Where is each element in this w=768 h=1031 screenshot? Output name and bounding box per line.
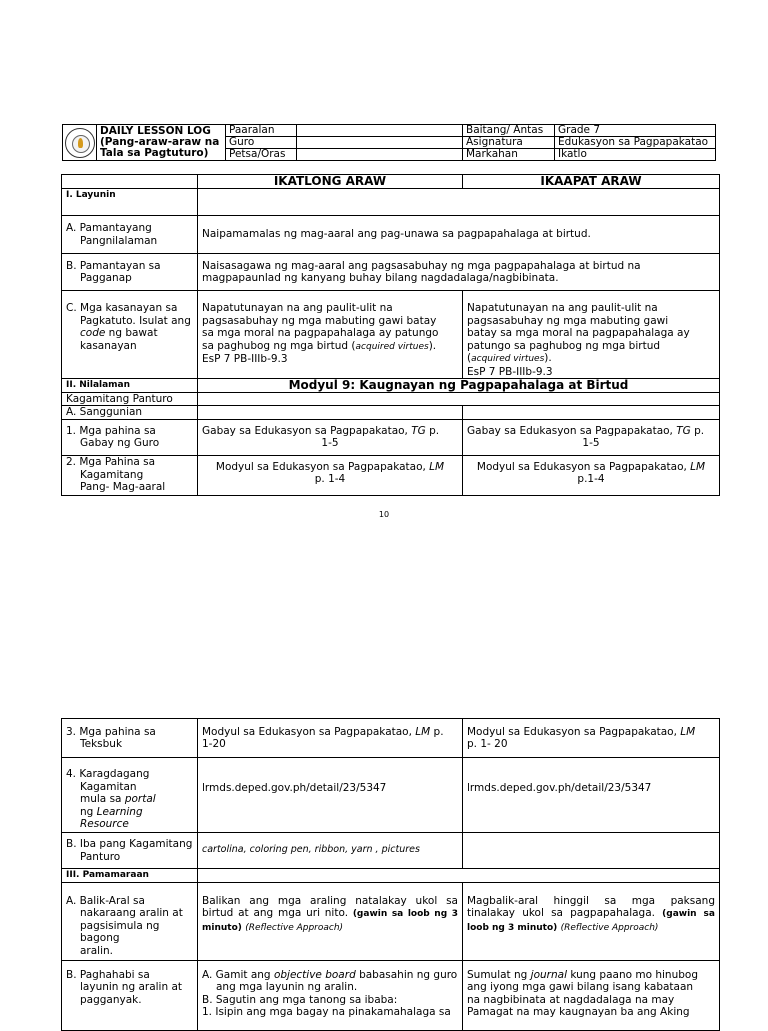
kag-col1-line-1 <box>202 461 458 474</box>
paghahabi-col2-line-2: ang iyong mga gawi bilang isang kabataan <box>467 981 694 993</box>
pagganap-label-1: B. Pamantayan sa <box>66 259 161 272</box>
layunin-empty <box>198 189 720 216</box>
karagdagang-col2: lrmds.deped.gov.ph/detail/23/5347 <box>463 758 720 833</box>
baitang-label: Baitang/ Antas <box>463 125 555 137</box>
teksbuk-label-1: 3. Mga pahina sa <box>66 725 156 738</box>
kasanayan-col2-code: EsP 7 PB-IIIb-9.3 <box>467 365 553 378</box>
guro-value <box>297 137 463 149</box>
dll-title-line-1: DAILY LESSON LOG <box>100 125 211 137</box>
petsa-value <box>297 149 463 161</box>
kasanayan-col1-line-4 <box>202 340 458 354</box>
page-number: 10 <box>378 510 390 519</box>
balik-col2-time: (gawin sa loob ng 3 minuto) <box>467 909 715 933</box>
col-header-ikaapat: IKAAPAT ARAW <box>463 175 720 189</box>
kasanayan-col1-line-4c: ). <box>428 339 437 352</box>
kag-label-1: 2. Mga Pahina sa <box>66 456 156 469</box>
teksbuk-col2-a: Modyul sa Edukasyon sa Pagpapakatao, <box>467 725 681 738</box>
sanggunian-empty-1 <box>198 406 463 420</box>
kasanayan-code-word: code <box>80 327 106 339</box>
kasanayan-label-4: kasanayan <box>80 339 137 352</box>
pamantayang-text: Naipamamalas ng mag-aaral ang pag-unawa sa pagpapahalaga at birtud. <box>198 216 720 254</box>
kasanayan-col1-code: EsP 7 PB-IIIb-9.3 <box>202 353 288 365</box>
sanggunian-label: A. Sanggunian <box>62 406 198 420</box>
paghahabi-label-1: B. Paghahabi sa <box>66 968 150 981</box>
iba-col2-empty <box>463 833 720 869</box>
kag-col1 <box>198 455 463 495</box>
gabay-col1-p: p. <box>425 424 440 437</box>
pamantayang-label-1: A. Pamantayang <box>66 222 152 234</box>
gabay-col1-tg: TG <box>411 424 426 437</box>
balik-col1-approach: (Reflective Approach) <box>245 922 344 933</box>
teksbuk-col1 <box>198 719 463 758</box>
karagdagang-learning: Learning <box>96 805 143 818</box>
teksbuk-col2-lm: LM <box>680 725 696 738</box>
gabay-col2-p: p. <box>690 424 705 437</box>
kag-col2-pages: p.1-4 <box>577 473 605 485</box>
karagdagang-ng: ng <box>80 805 97 818</box>
paghahabi-col2-journal: journal <box>530 968 567 981</box>
lesson-table-1 <box>61 174 720 496</box>
gabay-col2-a: Gabay sa Edukasyon sa Pagpapakatao, <box>467 424 677 437</box>
paghahabi-col1-line-4: 1. Isipin ang mga bagay na pinakamahalaga sa <box>202 1006 451 1018</box>
karagdagang-label <box>62 758 198 833</box>
col-header-ikatlong: IKATLONG ARAW <box>198 175 463 189</box>
balik-label-4: bagong <box>80 932 120 944</box>
kag-col2-line-1 <box>467 461 715 474</box>
gabay-col1-pages: 1-5 <box>321 437 339 449</box>
iba-label-1: B. Iba pang Kagamitang <box>66 838 193 850</box>
deped-seal-cell <box>63 125 97 161</box>
iba-label <box>62 833 198 869</box>
markahan-value: Ikatlo <box>555 149 716 161</box>
petsa-label: Petsa/Oras <box>226 149 297 161</box>
dll-title-line-2: (Pang-araw-araw na <box>100 136 220 148</box>
teksbuk-col2-pages: p. 1- 20 <box>467 738 508 750</box>
karagdagang-label-1: 4. Karagdagang <box>66 768 150 780</box>
kasanayan-col2-line-2: pagsasabuhay ng mga mabuting gawi <box>467 314 669 327</box>
section-pamamaraan: III. Pamamaraan <box>62 869 198 883</box>
karagdagang-label-5 <box>66 818 193 831</box>
iba-label-2: Panturo <box>80 850 121 863</box>
teksbuk-col1-line-1 <box>202 726 458 739</box>
paghahabi-label <box>62 960 198 1030</box>
kasanayan-label-1: C. Mga kasanayan sa <box>66 302 178 314</box>
header-table <box>62 124 716 161</box>
kasanayan-col2-line-5 <box>467 352 715 366</box>
paghahabi-col1-line-3: B. Sagutin ang mga tanong sa ibaba: <box>202 993 398 1006</box>
teksbuk-col1-lm: LM <box>415 725 431 738</box>
balik-col2 <box>463 882 720 960</box>
teksbuk-col1-pages: 1-20 <box>202 738 226 750</box>
asignatura-value: Edukasyon sa Pagpapakatao <box>555 137 716 149</box>
balik-col1 <box>198 882 463 960</box>
karagdagang-label-2: Kagamitan <box>80 780 137 793</box>
paghahabi-col1-a: A. Gamit ang <box>202 968 274 981</box>
karagdagang-resource: Resource <box>80 818 129 830</box>
gabay-label <box>62 419 198 455</box>
teksbuk-label <box>62 719 198 758</box>
dll-title <box>97 125 226 161</box>
kag-col1-lm: LM <box>429 460 445 473</box>
balik-col2-approach: (Reflective Approach) <box>560 922 659 933</box>
paghahabi-col2-line-4: Pamagat na may kaugnayan ba ang Aking <box>467 1006 690 1018</box>
kasanayan-col2 <box>463 291 720 379</box>
kasanayan-col1-acquired: acquired virtues <box>355 341 429 352</box>
gabay-label-2: Gabay ng Guro <box>80 437 160 449</box>
gabay-col2-line-1 <box>467 425 715 438</box>
kag-col2-lm: LM <box>690 460 706 473</box>
section-nilalaman: II. Nilalaman <box>62 379 198 393</box>
gabay-col1-line-1 <box>202 425 458 438</box>
kasanayan-col2-line-3: batay sa mga moral na pagpapahalaga ay <box>467 327 690 339</box>
kag-col2-a: Modyul sa Edukasyon sa Pagpapakatao, <box>476 460 691 473</box>
kagamitang-panturo: Kagamitang Panturo <box>62 392 198 406</box>
gabay-col1 <box>198 419 463 455</box>
paghahabi-col2 <box>463 960 720 1030</box>
karagdagang-portal: portal <box>124 793 156 805</box>
teksbuk-col2-line-1 <box>467 726 715 739</box>
dll-title-line-3: Tala sa Pagtuturo) <box>100 147 209 159</box>
asignatura-label: Asignatura <box>463 137 555 149</box>
balik-col1-a: Balikan ang mga araling natalakay ukol sa birtud at ang mga uri nito. <box>202 894 458 919</box>
kasanayan-label-3b: ng bawat <box>105 327 158 339</box>
kasanayan-label <box>62 291 198 379</box>
gabay-col2-pages: 1-5 <box>582 437 600 449</box>
teksbuk-label-2: Teksbuk <box>80 738 123 750</box>
section-layunin: I. Layunin <box>62 189 198 216</box>
karagdagang-mula: mula sa <box>80 793 125 805</box>
guro-label: Guro <box>226 137 297 149</box>
karagdagang-label-3 <box>66 793 193 806</box>
kasanayan-col1-line-1: Napatutunayan na ang paulit-ulit na <box>202 302 393 314</box>
balik-label-2: nakaraang aralin at <box>80 907 183 919</box>
kasanayan-col1-line-4a: sa paghubog ng mga birtud ( <box>202 339 356 352</box>
balik-label-5: aralin. <box>80 944 114 957</box>
kasanayan-col2-line-4: patungo sa paghubog ng mga birtud <box>467 339 661 352</box>
baitang-value: Grade 7 <box>555 125 716 137</box>
kag-col2 <box>463 455 720 495</box>
teksbuk-col1-p: p. <box>430 725 444 738</box>
modyul-title: Modyul 9: Kaugnayan ng Pagpapahalaga at Birtud <box>198 379 720 393</box>
kasanayan-col1-line-2: pagsasabuhay ng mga mabuting gawi batay <box>202 314 437 327</box>
paghahabi-col1-line-2: ang mga layunin ng aralin. <box>216 981 358 993</box>
kag-label-3: Pang- Mag-aaral <box>80 481 166 494</box>
kag-label-2: Kagamitang <box>80 468 144 481</box>
paaralan-value <box>297 125 463 137</box>
gabay-label-1: 1. Mga pahina sa <box>66 424 156 437</box>
kasanayan-label-3 <box>66 327 193 340</box>
balik-col2-a: Magbalik-aral hinggil sa mga paksang tinalakay ukol sa pagpapahalaga. <box>467 894 715 919</box>
kasanayan-col2-line-5c: ). <box>544 352 552 364</box>
kag-col1-pages: p. 1-4 <box>314 473 346 485</box>
gabay-col2 <box>463 419 720 455</box>
kasanayan-col1 <box>198 291 463 379</box>
pagganap-label-2: Pagganap <box>80 272 132 284</box>
karagdagang-label-4 <box>66 806 193 819</box>
paghahabi-col1-line-1 <box>202 969 458 982</box>
teksbuk-col2 <box>463 719 720 758</box>
paghahabi-col2-line-1 <box>467 969 715 982</box>
paghahabi-col1-c: babasahin ng guro <box>355 968 458 981</box>
lesson-table-2 <box>61 718 720 1031</box>
sanggunian-empty-2 <box>463 406 720 420</box>
paaralan-label: Paaralan <box>226 125 297 137</box>
paghahabi-col1-objective: objective board <box>273 968 356 981</box>
kasanayan-col2-acquired: acquired virtues <box>471 354 545 364</box>
kasanayan-col2-line-1: Napatutunayan na ang paulit-ulit na <box>467 302 658 314</box>
gabay-col1-a: Gabay sa Edukasyon sa Pagpapakatao, <box>202 424 412 437</box>
balik-label-3: pagsisimula ng <box>80 919 160 932</box>
pamantayang-label <box>62 216 198 254</box>
balik-col1-time: (gawin sa loob ng 3 minuto) <box>202 909 458 933</box>
pagganap-label <box>62 254 198 291</box>
paghahabi-col1 <box>198 960 463 1030</box>
kasanayan-col1-line-3: sa mga moral na pagpapahalaga ay patungo <box>202 327 439 339</box>
kasanayan-col2-line-5a: ( <box>467 352 472 364</box>
balik-label-1: A. Balik-Aral sa <box>66 894 145 907</box>
gabay-col2-tg: TG <box>676 424 691 437</box>
kag-label <box>62 455 198 495</box>
paghahabi-col2-c: kung paano mo hinubog <box>567 968 698 981</box>
karagdagang-col1: lrmds.deped.gov.ph/detail/23/5347 <box>198 758 463 833</box>
deped-seal-icon <box>65 128 95 158</box>
kag-col1-a: Modyul sa Edukasyon sa Pagpapakatao, <box>215 460 430 473</box>
pamantayang-label-2: Pangnilalaman <box>80 234 158 247</box>
balik-label <box>62 882 198 960</box>
paghahabi-label-2: layunin ng aralin at <box>80 981 183 993</box>
kagamitang-empty <box>198 392 720 406</box>
kasanayan-label-2: Pagkatuto. Isulat ang <box>80 314 191 327</box>
iba-col1: cartolina, coloring pen, ribbon, yarn , pictures <box>198 833 463 869</box>
paghahabi-col2-a: Sumulat ng <box>467 968 531 981</box>
paghahabi-label-3: pagganyak. <box>80 993 142 1006</box>
teksbuk-col1-a: Modyul sa Edukasyon sa Pagpapakatao, <box>202 725 416 738</box>
pamamaraan-empty <box>198 869 720 883</box>
empty-header-cell <box>62 175 198 189</box>
pagganap-text: Naisasagawa ng mag-aaral ang pagsasabuhay ng mga pagpapahalaga at birtud na magpapaunlad ng kanyang buhay bilang nagdadalaga/nagbibinata. <box>198 254 720 291</box>
markahan-label: Markahan <box>463 149 555 161</box>
paghahabi-col2-line-3: na nagbibinata at nagdadalaga na may <box>467 993 675 1006</box>
